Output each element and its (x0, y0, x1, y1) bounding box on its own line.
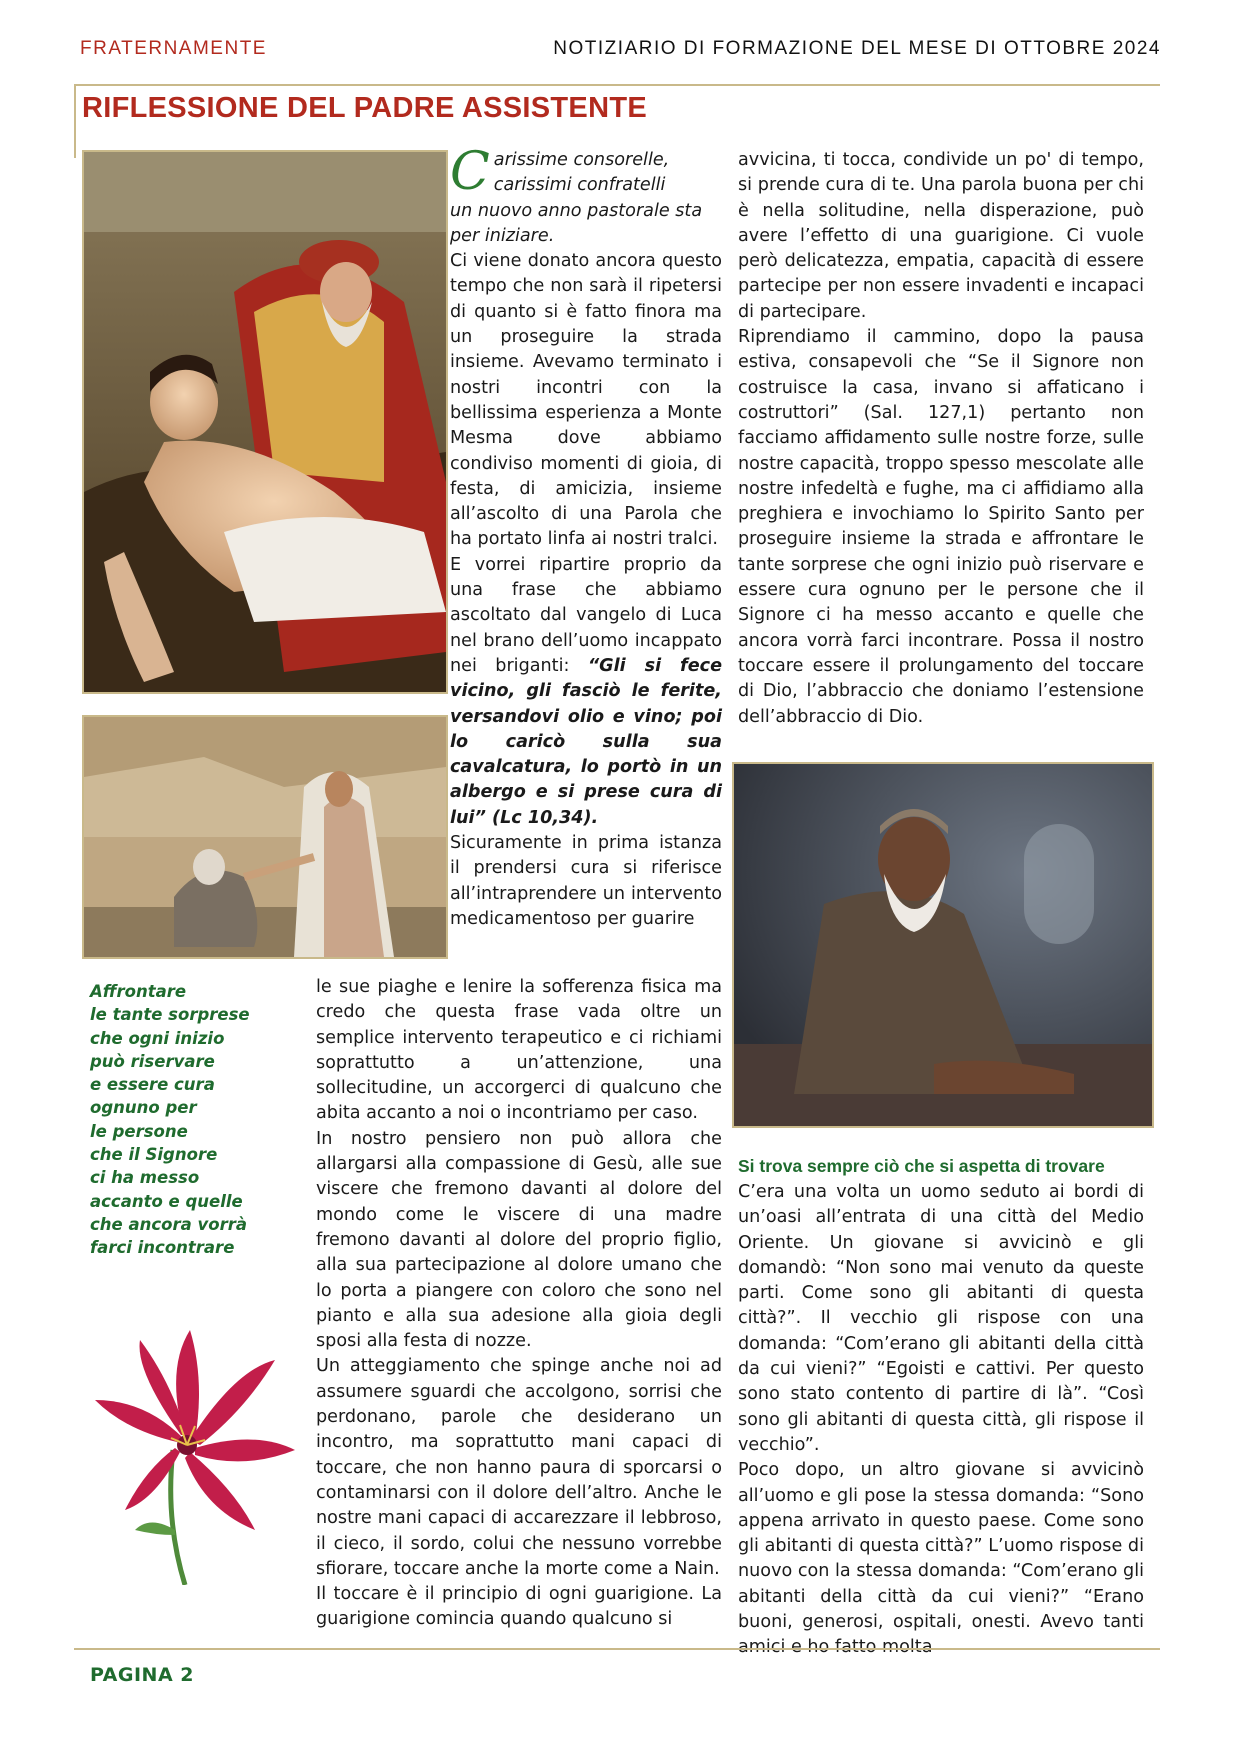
good-samaritan-painting (82, 150, 448, 694)
paragraph: In nostro pensiero non può allora che allargarsi alla compassione di Gesù, alle sue viscere che fremono davanti al dolore del mondo come le viscere di una madre fremono davanti al dolore del proprio figlio, alla sua partecipazione al dolore umano che lo porta a piangere con coloro che sono nel pianto e alla sua adesione alla gioia degli sposi alla festa di nozze. (316, 1128, 722, 1352)
newsletter-name: FRATERNAMENTE (80, 38, 267, 59)
header-rule (74, 84, 1160, 86)
article-column-2-top (738, 148, 1144, 730)
article-column-1-bottom (316, 975, 722, 1633)
section-title: RIFLESSIONE DEL PADRE ASSISTENTE (82, 92, 647, 124)
old-man-praying-image (732, 762, 1154, 1128)
pull-quote-line: che ogni inizio (90, 1028, 225, 1048)
greeting-line: arissime consorelle, (493, 150, 670, 170)
pull-quote-line: le tante sorprese (90, 1005, 250, 1025)
paragraph: C’era una volta un uomo seduto ai bordi di un’oasi all’entrata di una città del Medio Oriente. Un giovane si avvicinò e gli domandò: “Non sono mai venuto da queste parti. Come sono gli abitanti di questa città?”. Il vecchio gli rispose con una domanda: “Com’erano gli abitanti della città da cui vieni?” “Egoisti e cattivi. Per questo sono stato contento di partire di là”. “Così sono gli abitanti di questa città, gli rispose il vecchio”. (738, 1182, 1144, 1455)
article-column-1-top (450, 142, 722, 932)
red-flower-image (95, 1330, 295, 1585)
pull-quote-line: che ancora vorrà (90, 1214, 247, 1234)
pull-quote-line: accanto e quelle (90, 1191, 243, 1211)
newsletter-issue: NOTIZIARIO DI FORMAZIONE DEL MESE DI OTTOBRE 2024 (553, 38, 1161, 59)
footer-rule (74, 1648, 1160, 1650)
story-text (738, 1180, 1144, 1661)
pull-quote-line: farci incontrare (90, 1238, 235, 1258)
pull-quote-line: e essere cura (90, 1075, 215, 1095)
jesus-helping-beggar-image (82, 715, 448, 959)
paragraph: Poco dopo, un altro giovane si avvicinò all’uomo e gli pose la stessa domanda: “Sono appena arrivato in questo paese. Come sono gli abitanti di questa città?” L’uomo rispose di nuovo con la stessa domanda: “Com’erano gli abitanti della città da cui vieni?” “Erano buoni, generosi, ospitali, onesti. Avevo tanti (738, 1460, 1144, 1633)
drop-cap: C (450, 142, 490, 202)
gospel-quote: “Gli si fece vicino, gli fasciò le ferite, versandovi olio e vino; poi lo caricò sulla sua cavalcatura, lo portò in un albergo e si prese cura di lui” (Lc 10,34). (450, 655, 722, 828)
story-title: Si trova sempre ciò che si aspetta di trovare (738, 1156, 1105, 1176)
paragraph (450, 553, 722, 831)
pull-quote-line: che il Signore (90, 1145, 218, 1165)
paragraph: Un atteggiamento che spinge anche noi ad assumere sguardi che accolgono, sorrisi che perdonano, parole che desiderano un incontro, ma soprattutto mani capaci di toccare, che non hanno paura di sporcarsi o contaminarsi con il dolore dell’altro. Anche le nostre mani capaci di accarezzare il lebbroso, il cieco, il sordo, colui che nessuno vorrebbe sfiorare, toccare anche la morte come a Nain. (316, 1356, 722, 1579)
pull-quote-line: le persone (90, 1121, 188, 1141)
page-number: PAGINA 2 (90, 1664, 194, 1686)
paragraph-text: E vorrei ripartire proprio da una frase che abbiamo ascoltato dal vangelo di Luca nel brano dell’uomo incappato nei briganti: (450, 554, 722, 676)
pull-quote-line: ognuno per (90, 1098, 197, 1118)
title-side-rule (74, 84, 76, 158)
paragraph: Riprendiamo il cammino, dopo la pausa estiva, consapevoli che “Se il Signore non costruisce la casa, invano si affaticano i costruttori” (Sal. 127,1) pertanto non facciamo affidamento sulle nostre forze, sulle nostre capacità, troppo spesso mescolate alle nostre infedeltà e fughe, ma ci affidiamo alla preghiera e invochiamo lo Spirito Santo per proseguire insieme la strada e affrontare le tante sorprese che ogni inizio può riservare e essere cura ognuno per le persone che il Signore ci ha messo accanto e quelle che ancora vorrà farci incontrare. Possa il nostro toccare essere il prolungamento del toccare di Dio, l’abbraccio che doniamo l’estensione dell’abbraccio di Dio. (738, 327, 1144, 727)
paragraph: le sue piaghe e lenire la sofferenza fisica ma credo che questa frase vada oltre un semplice intervento terapeutico e ci richiami soprattutto a un’attenzione, una sollecitudine, un accorgerci di qualcuno che abita accanto a noi o incontriamo per caso. (316, 977, 722, 1124)
greeting-line: carissimi confratelli (493, 175, 666, 196)
paragraph: avvicina, ti tocca, condivide un po' di tempo, si prende cura di te. Una parola buona per chi è nella solitudine, nella disperazione, può avere l’effetto di una guarigione. Ci vuole però delicatezza, empatia, capacità di essere partecipe per non essere invadenti e incapaci di partecipare. (738, 150, 1144, 322)
pull-quote-line: Affrontare (90, 982, 187, 1001)
pull-quote-line: può riservare (90, 1051, 215, 1071)
paragraph: Ci viene donato ancora questo tempo che non sarà il ripetersi di quanto si è fatto finora ma un proseguire la strada insieme. Avevamo terminato i nostri incontri con la bellissima esperienza a Monte Mesma dove abbiamo condiviso momenti di gioia, di festa, di amicizia, insieme all’ascolto di una Parola che ha portato linfa ai nostri tralci. (450, 251, 722, 550)
pull-quote-line: ci ha messo (90, 1168, 200, 1188)
sidebar-pull-quote (90, 980, 290, 1260)
paragraph: Il toccare è il principio di ogni guarigione. La guarigione comincia quando qualcuno si (316, 1584, 722, 1630)
paragraph: Sicuramente in prima istanza il prendersi cura si riferisce all’intraprendere un intervento medicamentoso per guarire (450, 833, 722, 929)
intro-line: un nuovo anno pastorale sta per iniziare. (450, 200, 703, 246)
